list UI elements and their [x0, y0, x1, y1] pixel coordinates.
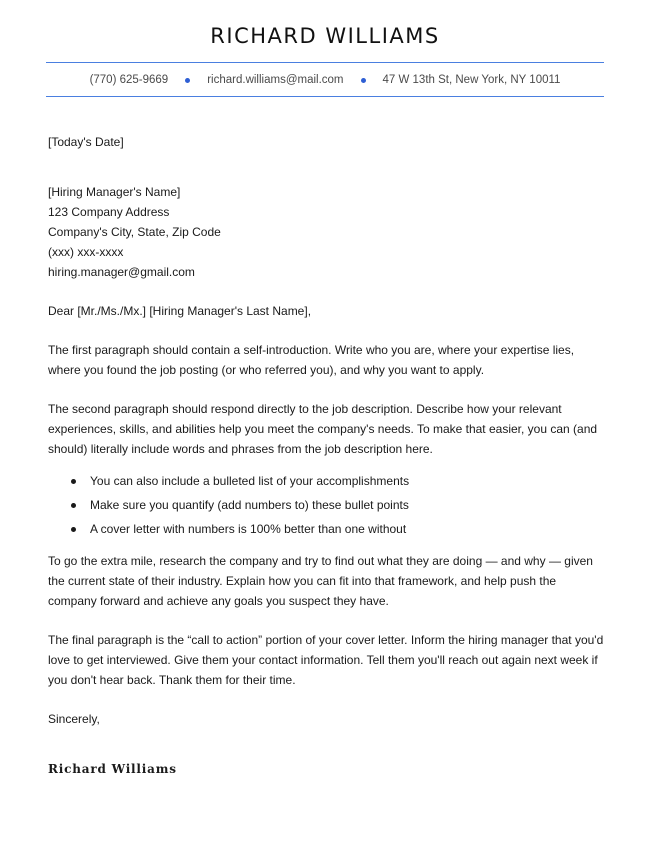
header-divider-top	[46, 62, 604, 63]
paragraph-intro: The first paragraph should contain a self-introduction. Write who you are, where your expertise lies, where you found the job posting (or who referred you), and why you want to apply.	[48, 343, 575, 377]
paragraph-experience: The second paragraph should respond directly to the job description. Describe how your relevant experiences, skills, and abilities help you meet the company's needs. To make that easier, you can (and should) literally include words and phrases from the job description here.	[48, 402, 598, 456]
list-item-text: Make sure you quantify (add numbers to) these bullet points	[90, 498, 409, 512]
contact-phone: (770) 625-9669	[89, 74, 169, 86]
signature-name: Richard Williams	[48, 762, 177, 776]
closing: Sincerely,	[48, 712, 100, 726]
recipient-email[interactable]: hiring.manager@gmail.com	[48, 265, 195, 279]
contact-address: 47 W 13th St, New York, NY 10011	[382, 74, 561, 86]
accomplishments-list	[48, 469, 608, 541]
contact-email[interactable]: richard.williams@mail.com	[207, 74, 344, 86]
recipient-address: 123 Company Address	[48, 205, 170, 219]
header-divider-bottom	[46, 96, 604, 97]
letter-body	[48, 132, 608, 779]
recipient-name: [Hiring Manager's Name]	[48, 185, 181, 199]
salutation: Dear [Mr./Ms./Mx.] [Hiring Manager's Last Name],	[48, 304, 312, 318]
bullet-separator-icon	[361, 78, 366, 83]
contact-bar	[46, 72, 604, 88]
bullet-icon	[71, 527, 76, 532]
list-item	[48, 493, 608, 517]
list-item	[48, 469, 608, 493]
paragraph-research: To go the extra mile, research the company and try to find out what they are doing — and why — given the current state of their industry. Explain how you can fit into that framework, and help push the company forward and achieve any goals you suspect they have.	[48, 554, 593, 608]
bullet-separator-icon	[185, 78, 190, 83]
recipient-city: Company's City, State, Zip Code	[48, 225, 221, 239]
bullet-icon	[71, 503, 76, 508]
applicant-name: RICHARD WILLIAMS	[210, 24, 440, 48]
letter-date: [Today's Date]	[48, 135, 124, 149]
list-item	[48, 517, 608, 541]
list-item-text: A cover letter with numbers is 100% better than one without	[90, 522, 407, 536]
paragraph-call-to-action: The final paragraph is the “call to action” portion of your cover letter. Inform the hiring manager that you'd love to get interviewed. Give them your contact information. Tell them you'll reach out again next week if you don't hear back. Thank them for their time.	[48, 633, 604, 687]
recipient-phone: (xxx) xxx-xxxx	[48, 245, 124, 259]
bullet-icon	[71, 479, 76, 484]
list-item-text: You can also include a bulleted list of your accomplishments	[90, 474, 410, 488]
